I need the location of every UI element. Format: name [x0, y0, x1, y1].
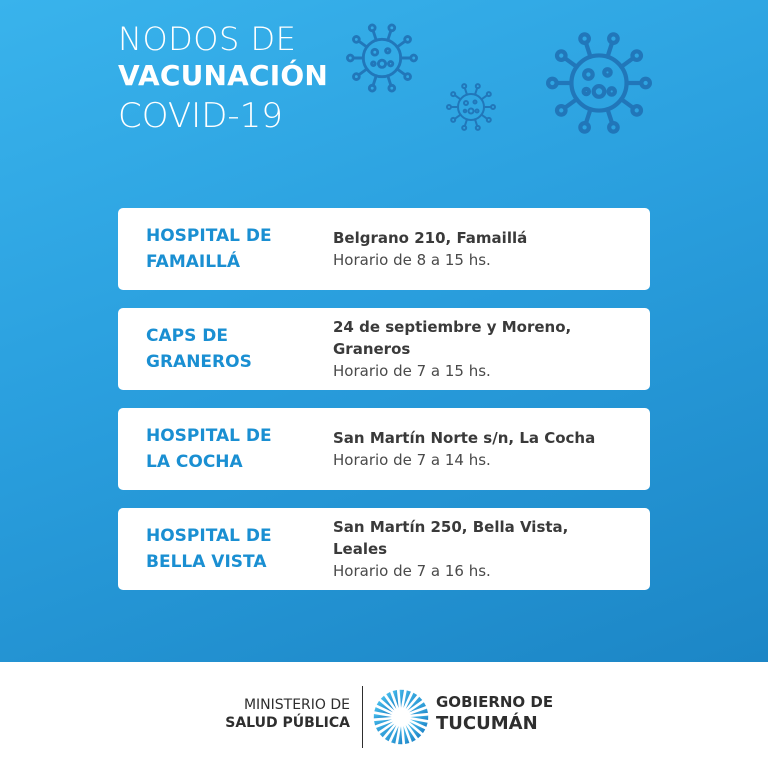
node-address: San Martín 250, Bella Vista, — [333, 518, 569, 536]
node-address: San Martín Norte s/n, La Cocha — [333, 429, 596, 447]
title-line-2: VACUNACIÓN — [118, 59, 329, 92]
node-name-line-1: HOSPITAL DE — [146, 526, 272, 546]
ministerio-logo-text — [216, 696, 350, 732]
node-name-line-2: LA COCHA — [146, 452, 243, 472]
virus-icon — [346, 22, 418, 94]
sun-rays-icon — [372, 688, 430, 750]
footer-divider — [362, 686, 363, 748]
node-name — [146, 308, 306, 390]
node-card — [118, 208, 650, 290]
node-name — [146, 208, 306, 290]
virus-icon — [446, 82, 496, 132]
node-name-line-2: GRANEROS — [146, 352, 252, 372]
node-name-line-2: FAMAILLÁ — [146, 252, 241, 272]
title-line-1: NODOS DE — [118, 20, 297, 58]
page-title — [118, 20, 328, 138]
footer — [0, 662, 768, 768]
node-hours: Horario de 8 a 15 hs. — [333, 251, 491, 269]
node-name-line-1: HOSPITAL DE — [146, 426, 272, 446]
node-card — [118, 408, 650, 490]
gobierno-logo-text — [436, 692, 553, 736]
node-address: Belgrano 210, Famaillá — [333, 229, 528, 247]
virus-icon — [546, 30, 652, 136]
node-info — [333, 208, 642, 290]
gobierno-line-2: TUCUMÁN — [436, 713, 538, 734]
node-card — [118, 508, 650, 590]
node-name-line-1: HOSPITAL DE — [146, 226, 272, 246]
gobierno-line-1: GOBIERNO DE — [436, 693, 554, 711]
node-address: 24 de septiembre y Moreno, — [333, 318, 572, 336]
node-hours: Horario de 7 a 15 hs. — [333, 362, 491, 380]
node-name-line-1: CAPS DE — [146, 326, 228, 346]
node-address-line-2: Leales — [333, 540, 388, 558]
node-card — [118, 308, 650, 390]
ministerio-line-1: MINISTERIO DE — [243, 697, 350, 713]
node-name-line-2: BELLA VISTA — [146, 552, 267, 572]
title-line-3: COVID-19 — [118, 96, 283, 136]
node-hours: Horario de 7 a 16 hs. — [333, 562, 491, 580]
node-name — [146, 508, 306, 590]
node-info — [333, 508, 642, 590]
ministerio-line-2: SALUD PÚBLICA — [225, 715, 350, 731]
node-name — [146, 408, 306, 490]
node-address-line-2: Graneros — [333, 340, 411, 358]
node-info — [333, 408, 642, 490]
node-hours: Horario de 7 a 14 hs. — [333, 451, 491, 469]
node-info — [333, 308, 642, 390]
